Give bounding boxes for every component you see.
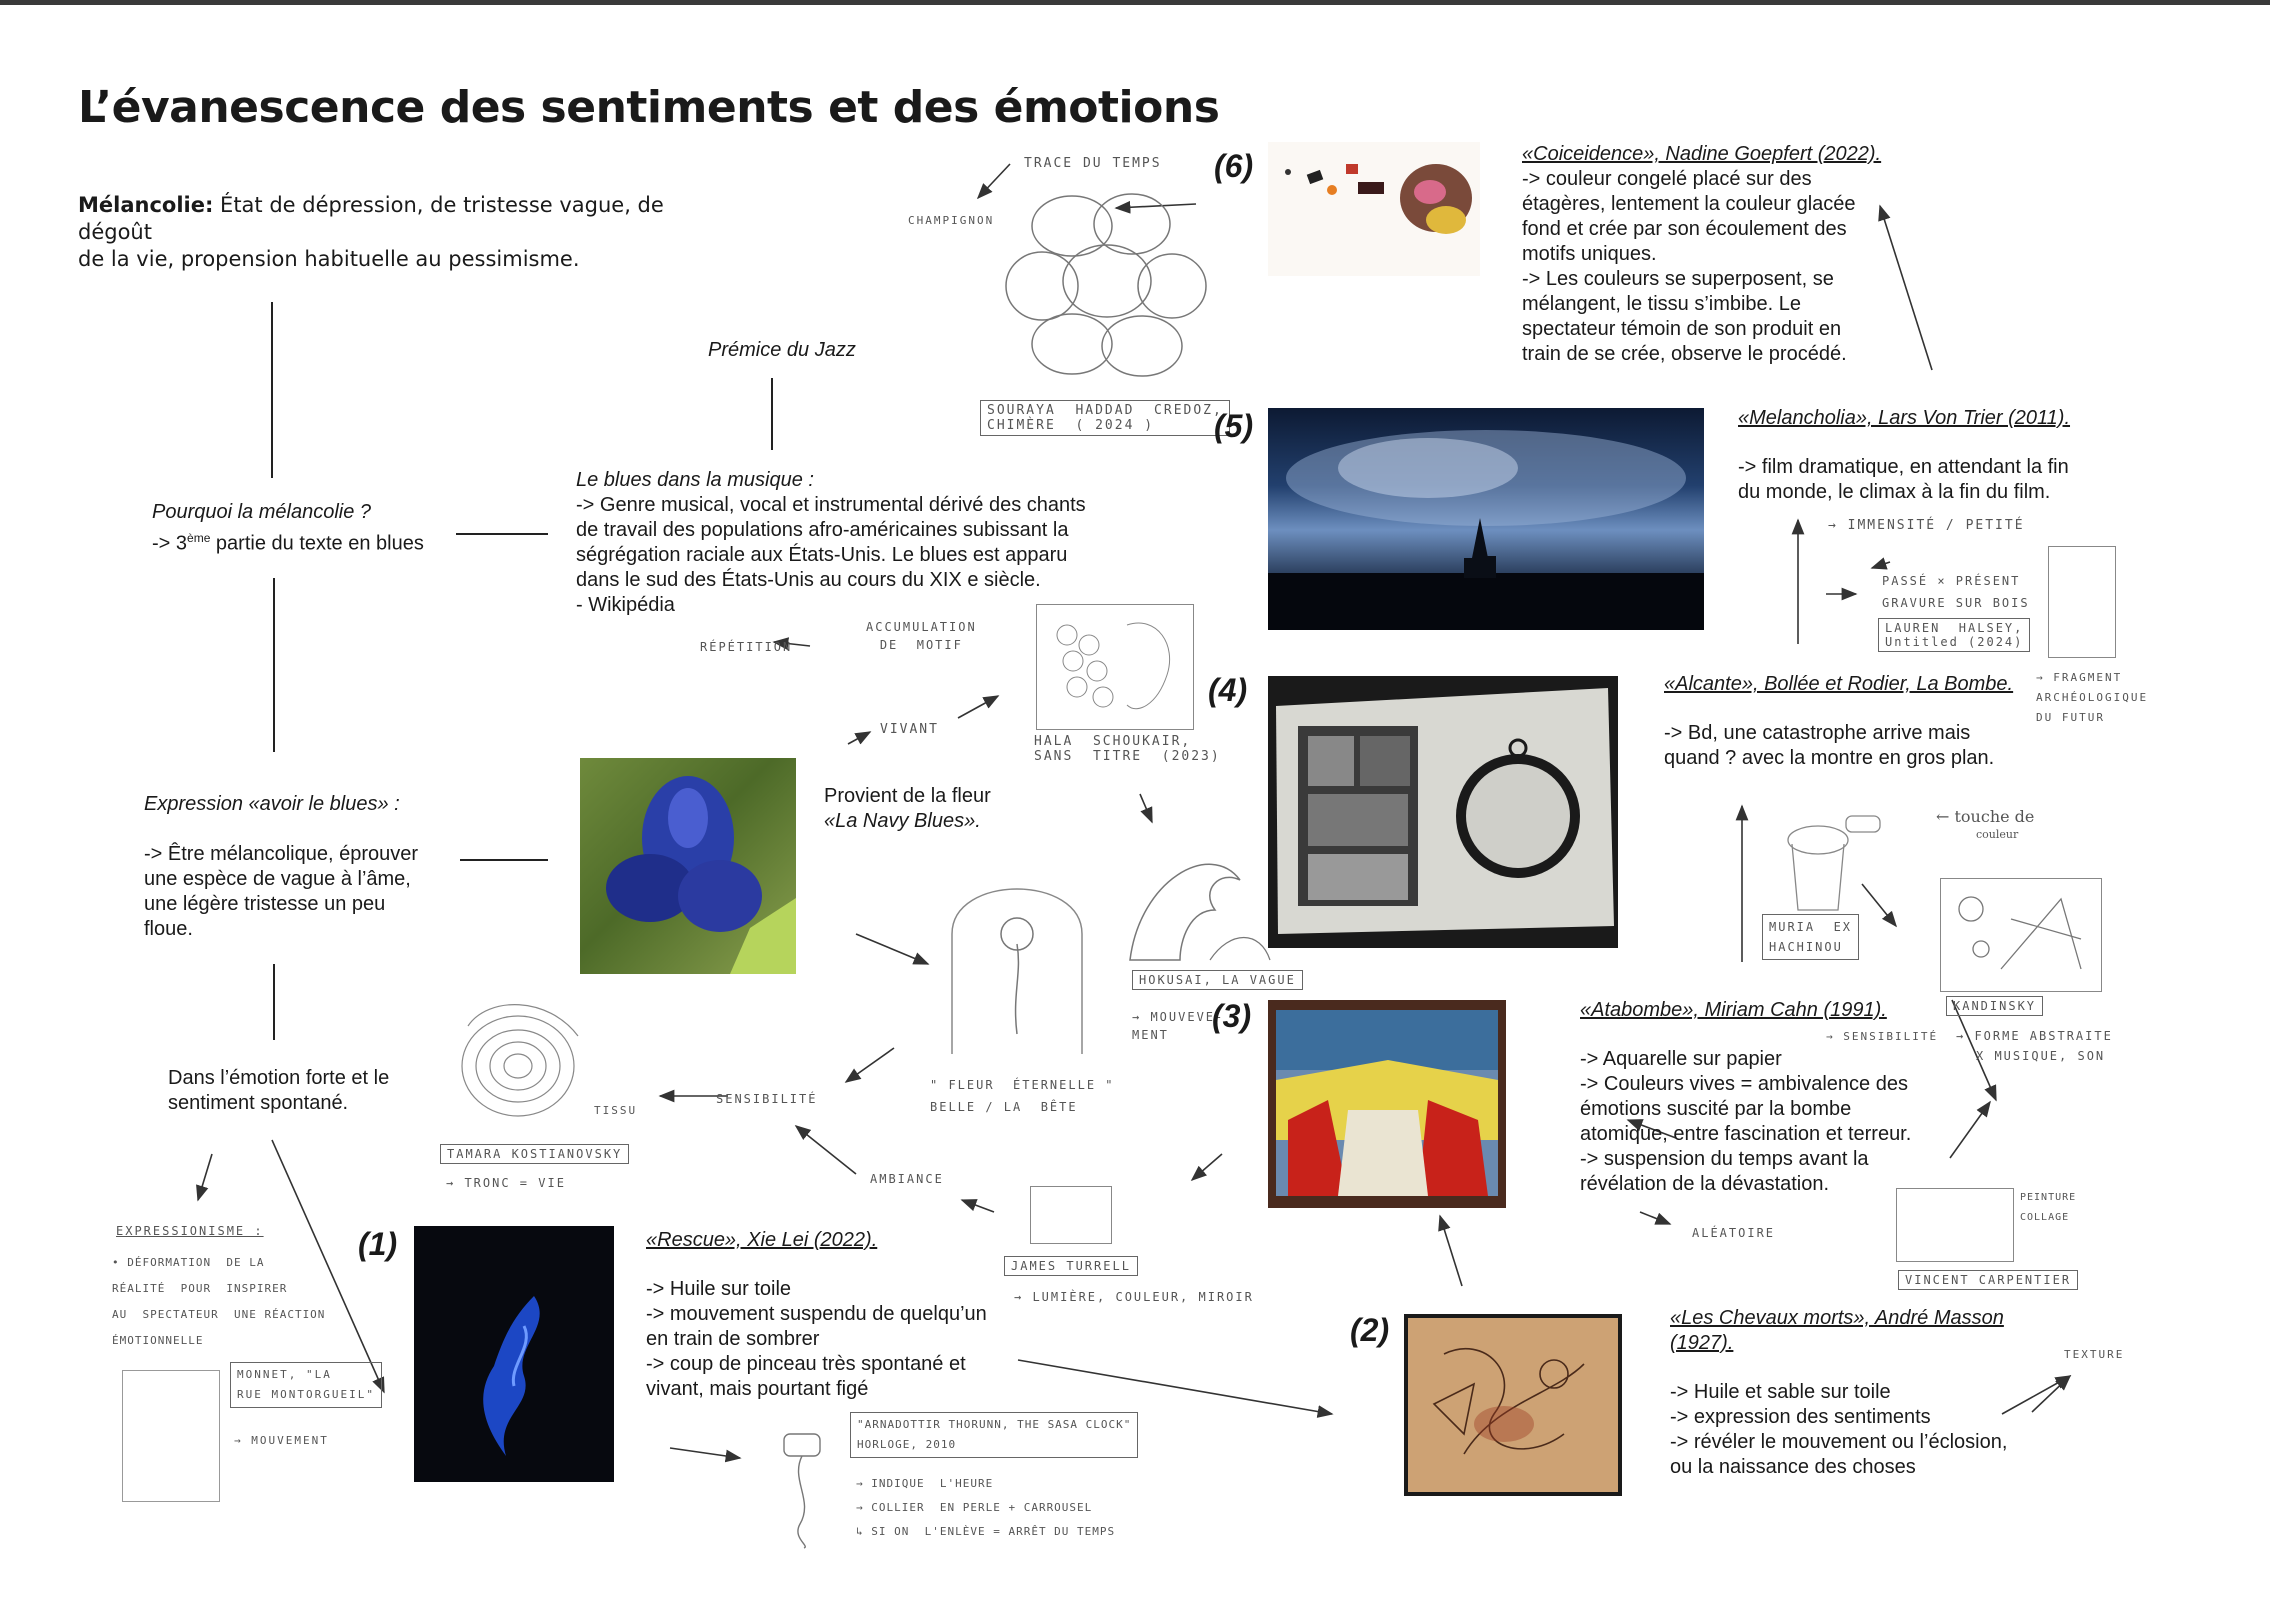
- flower-caption-1: Provient de la fleur: [824, 785, 991, 807]
- note-tamara: TAMARA KOSTIANOVSKY: [440, 1144, 629, 1164]
- hala-sketch: [1036, 604, 1194, 730]
- work-2-line-4: ou la naissance des choses: [1670, 1456, 1916, 1478]
- work-2-line-3: -> révéler le mouvement ou l’éclosion,: [1670, 1431, 2008, 1453]
- kandinsky-sketch: [1940, 878, 2102, 992]
- note-muria: [1762, 914, 1859, 960]
- accumulation-line-2: DE MOTIF: [879, 638, 963, 652]
- note-sensibilite-left: SENSIBILITÉ: [716, 1092, 818, 1106]
- pourquoi-title: Pourquoi la mélancolie ?: [152, 501, 372, 523]
- blues-block: [576, 468, 1086, 618]
- blues-line-2: de travail des populations afro-américaines subissant la: [576, 519, 1069, 541]
- note-kandinsky: KANDINSKY: [1946, 996, 2043, 1016]
- work-1-title: «Rescue», Xie Lei (2022).: [646, 1229, 878, 1251]
- alcante-photo: [1268, 676, 1618, 948]
- work-3-line-3: émotions suscité par la bombe: [1580, 1098, 1852, 1120]
- chimere-sketch: [1002, 186, 1212, 386]
- emotion-text: [168, 1066, 389, 1116]
- hokusai-sketch: [1120, 820, 1280, 970]
- work-6-number: (6): [1214, 148, 1254, 184]
- muria-line-2: HACHINOU: [1769, 940, 1843, 954]
- fragment-line-1: → FRAGMENT: [2036, 671, 2123, 684]
- hala-line-2: SANS TITRE (2023): [1034, 749, 1221, 764]
- collage-item: COLLAGE: [2020, 1212, 2070, 1223]
- rescue-photo: [414, 1226, 614, 1482]
- fragment-line-3: DU FUTUR: [2036, 711, 2105, 724]
- note-expressionnisme: EXPRESSIONISME :: [116, 1224, 264, 1238]
- work-1-line-3: en train de sombrer: [646, 1328, 820, 1350]
- note-vincent: VINCENT CARPENTIER: [1898, 1270, 2078, 1290]
- work-5-text: [1738, 406, 2070, 505]
- definition-text-2: de la vie, propension habituelle au pessimisme.: [78, 247, 580, 271]
- hala-line-1: HALA SCHOUKAIR,: [1034, 734, 1192, 749]
- work-3-line-6: révélation de la dévastation.: [1580, 1173, 1830, 1195]
- clock-indique: → INDIQUE L'HEURE: [856, 1477, 994, 1490]
- work-2-number: (2): [1350, 1312, 1390, 1348]
- souraya-line-1: SOURAYA HADDAD CREDOZ,: [987, 403, 1223, 418]
- note-gravure: GRAVURE SUR BOIS: [1882, 596, 2030, 610]
- lauren-line-2: Untitled (2024): [1885, 635, 2024, 649]
- tamara-sketch: [448, 996, 598, 1126]
- note-tronc: → TRONC = VIE: [446, 1176, 566, 1190]
- clock-arret: ↳ SI ON L'ENLÈVE = ARRÊT DU TEMPS: [856, 1525, 1116, 1538]
- souraya-line-2: CHIMÈRE ( 2024 ): [987, 418, 1155, 433]
- work-5-number: (5): [1214, 408, 1254, 444]
- fragment-line-2: ARCHÉOLOGIQUE: [2036, 691, 2149, 704]
- blues-title: Le blues dans la musique :: [576, 469, 814, 491]
- work-6-line-8: train de se crée, observe le procédé.: [1522, 343, 1847, 365]
- blues-line-1: -> Genre musical, vocal et instrumental dérivé des chants: [576, 494, 1086, 516]
- muria-line-1: MURIA EX: [1769, 920, 1853, 934]
- fleur-line-2: BELLE / LA BÊTE: [930, 1100, 1078, 1114]
- work-3-title: «Atabombe», Miriam Cahn (1991).: [1580, 999, 1887, 1021]
- vincent-sketch: [1896, 1188, 2014, 1262]
- work-2-title-1: «Les Chevaux morts», André Masson: [1670, 1307, 2004, 1329]
- note-lumiere: → LUMIÈRE, COULEUR, MIROIR: [1014, 1290, 1254, 1304]
- note-clock-list: [856, 1472, 1115, 1544]
- work-4-title: «Alcante», Bollée et Rodier, La Bombe.: [1664, 673, 2014, 695]
- blues-line-4: dans le sud des États-Unis au cours du XIX e siècle.: [576, 569, 1041, 591]
- note-souraya: [980, 400, 1230, 436]
- deformation-line-2: RÉALITÉ POUR INSPIRER: [112, 1282, 288, 1295]
- expression-line-4: floue.: [144, 918, 193, 940]
- work-3-line-4: atomique, entre fascination et terreur.: [1580, 1123, 1912, 1145]
- work-4-number: (4): [1208, 672, 1248, 708]
- note-mouvement: [1132, 1008, 1224, 1044]
- melancholia-photo: [1268, 408, 1704, 630]
- note-vivant: VIVANT: [880, 722, 939, 737]
- deformation-line-1: • DÉFORMATION DE LA: [112, 1256, 265, 1269]
- monnet-line-2: RUE MONTORGUEIL": [237, 1388, 375, 1401]
- deformation-line-4: ÉMOTIONNELLE: [112, 1334, 204, 1347]
- monnet-sketch: [122, 1370, 220, 1502]
- work-1-line-4: -> coup de pinceau très spontané et: [646, 1353, 966, 1375]
- expression-title: Expression «avoir le blues» :: [144, 793, 400, 815]
- work-4-line-2: quand ? avec la montre en gros plan.: [1664, 747, 1995, 769]
- emotion-line-2: sentiment spontané.: [168, 1092, 349, 1114]
- work-1-number: (1): [358, 1226, 398, 1262]
- note-forme: [1956, 1026, 2113, 1066]
- work-5-title: «Melancholia», Lars Von Trier (2011).: [1738, 407, 2071, 429]
- work-1-line-2: -> mouvement suspendu de quelqu’un: [646, 1303, 987, 1325]
- page-title: L’évanescence des sentiments et des émotions: [78, 82, 1220, 133]
- lauren-sketch: [2048, 546, 2116, 658]
- note-arnadottir: [850, 1412, 1138, 1458]
- clock-sketch: [780, 1420, 840, 1550]
- touche-line-1: ← touche de: [1936, 807, 2035, 826]
- work-3-line-5: -> suspension du temps avant la: [1580, 1148, 1869, 1170]
- pourquoi-post: partie du texte en blues: [210, 532, 424, 555]
- fleur-line-1: " FLEUR ÉTERNELLE ": [930, 1078, 1115, 1092]
- note-hala: [1034, 734, 1221, 764]
- coiceidence-photo: [1268, 142, 1480, 276]
- note-james: JAMES TURRELL: [1004, 1256, 1138, 1276]
- note-texture: TEXTURE: [2064, 1348, 2125, 1361]
- note-touche: [1936, 808, 2034, 844]
- work-3-number: (3): [1212, 998, 1252, 1034]
- jazz-label: Prémice du Jazz: [708, 339, 856, 361]
- expression-line-2: une espèce de vague à l’âme,: [144, 868, 411, 890]
- note-ambiance: AMBIANCE: [870, 1172, 944, 1186]
- expression-line-3: une légère tristesse un peu: [144, 893, 386, 915]
- flower-caption: [824, 784, 991, 834]
- work-2-title-2: (1927).: [1670, 1332, 1734, 1354]
- arnadottir-line-2: HORLOGE, 2010: [857, 1438, 957, 1451]
- note-tissu: TISSU: [594, 1104, 638, 1117]
- blues-line-3: ségrégation raciale aux États-Unis. Le blues est apparu: [576, 544, 1068, 566]
- work-6-line-1: -> couleur congelé placé sur des: [1522, 168, 1812, 190]
- work-1-line-1: -> Huile sur toile: [646, 1278, 792, 1300]
- definition-text-1: État de dépression, de tristesse vague, de dégoût: [78, 193, 664, 244]
- forme-line-1: → FORME ABSTRAITE: [1956, 1029, 2113, 1043]
- pourquoi-line: [152, 526, 424, 557]
- note-fragment: [2036, 668, 2148, 728]
- chevaux-morts-photo: [1404, 1314, 1622, 1496]
- note-hokusai: HOKUSAI, LA VAGUE: [1132, 970, 1303, 990]
- note-monnet: [230, 1362, 382, 1408]
- mouvement-line-1: → MOUVEVE-: [1132, 1010, 1225, 1024]
- note-fleur: [930, 1074, 1115, 1118]
- work-6-line-2: étagères, lentement la couleur glacée: [1522, 193, 1856, 215]
- work-5-line-1: -> film dramatique, en attendant la fin: [1738, 456, 2069, 478]
- work-6-line-3: fond et crée par son écoulement des: [1522, 218, 1847, 240]
- work-2-line-1: -> Huile et sable sur toile: [1670, 1381, 1891, 1403]
- touche-line-2: couleur: [1976, 828, 2019, 841]
- note-repetition: RÉPÉTITION: [700, 640, 793, 654]
- pourquoi-pre: -> 3: [152, 532, 188, 555]
- work-3-line-2: -> Couleurs vives = ambivalence des: [1580, 1073, 1908, 1095]
- note-mouvement2: → MOUVEMENT: [234, 1434, 329, 1447]
- work-4-text: [1664, 672, 2013, 771]
- work-6-line-4: motifs uniques.: [1522, 243, 1657, 265]
- pourquoi-sup: ème: [187, 531, 211, 545]
- work-3-text: [1580, 998, 1911, 1197]
- note-trace-du-temps: TRACE DU TEMPS: [1024, 156, 1162, 171]
- work-6-line-7: spectateur témoin de son produit en: [1522, 318, 1842, 340]
- work-6-line-5: -> Les couleurs se superposent, se: [1522, 268, 1834, 290]
- fleur-eternelle-sketch: [942, 864, 1092, 1054]
- work-5-line-2: du monde, le climax à la fin du film.: [1738, 481, 2051, 503]
- forme-line-2: X MUSIQUE, SON: [1976, 1049, 2106, 1063]
- work-1-line-5: vivant, mais pourtant figé: [646, 1378, 869, 1400]
- note-aleatoire: ALÉATOIRE: [1692, 1226, 1776, 1240]
- note-collage-list: [2020, 1188, 2076, 1228]
- work-6-line-6: mélangent, le tissu s’imbibe. Le: [1522, 293, 1802, 315]
- mouvement-line-2: MENT: [1132, 1028, 1169, 1042]
- iris-flower-photo: [580, 758, 796, 974]
- lauren-line-1: LAUREN HALSEY,: [1885, 621, 2024, 635]
- accumulation-line-1: ACCUMULATION: [866, 620, 977, 634]
- clock-collier: → COLLIER EN PERLE + CARROUSEL: [856, 1501, 1093, 1514]
- note-lauren: [1878, 618, 2030, 652]
- definition-term: Mélancolie:: [78, 193, 214, 217]
- flower-caption-2: «La Navy Blues».: [824, 810, 981, 832]
- work-2-line-2: -> expression des sentiments: [1670, 1406, 1931, 1428]
- expression-line-1: -> Être mélancolique, éprouver: [144, 843, 419, 865]
- note-passe-present: PASSÉ × PRÉSENT: [1882, 574, 2021, 588]
- note-champignon: CHAMPIGNON: [908, 214, 995, 227]
- blues-line-5: - Wikipédia: [576, 594, 675, 616]
- work-6-text: [1522, 142, 1881, 367]
- turrell-sketch: [1030, 1186, 1112, 1244]
- deformation-line-3: AU SPECTATEUR UNE RÉACTION: [112, 1308, 326, 1321]
- work-1-text: [646, 1228, 987, 1402]
- work-3-line-1: -> Aquarelle sur papier: [1580, 1048, 1782, 1070]
- work-4-line-1: -> Bd, une catastrophe arrive mais: [1664, 722, 1971, 744]
- note-accumulation: [866, 618, 977, 654]
- note-deformation: [112, 1250, 325, 1354]
- note-immensite: → IMMENSITÉ / PETITÉ: [1828, 518, 2025, 533]
- emotion-line-1: Dans l’émotion forte et le: [168, 1067, 390, 1089]
- work-2-text: [1670, 1306, 2007, 1480]
- work-6-title: «Coiceidence», Nadine Goepfert (2022).: [1522, 143, 1882, 165]
- monnet-line-1: MONNET, "LA: [237, 1368, 332, 1381]
- arnadottir-line-1: "ARNADOTTIR THORUNN, THE SASA CLOCK": [857, 1418, 1132, 1431]
- expression-text: [144, 842, 418, 942]
- atabombe-photo: [1268, 1000, 1506, 1208]
- collage-peinture: PEINTURE: [2020, 1192, 2077, 1203]
- note-sensibilite-right: → SENSIBILITÉ: [1826, 1030, 1939, 1043]
